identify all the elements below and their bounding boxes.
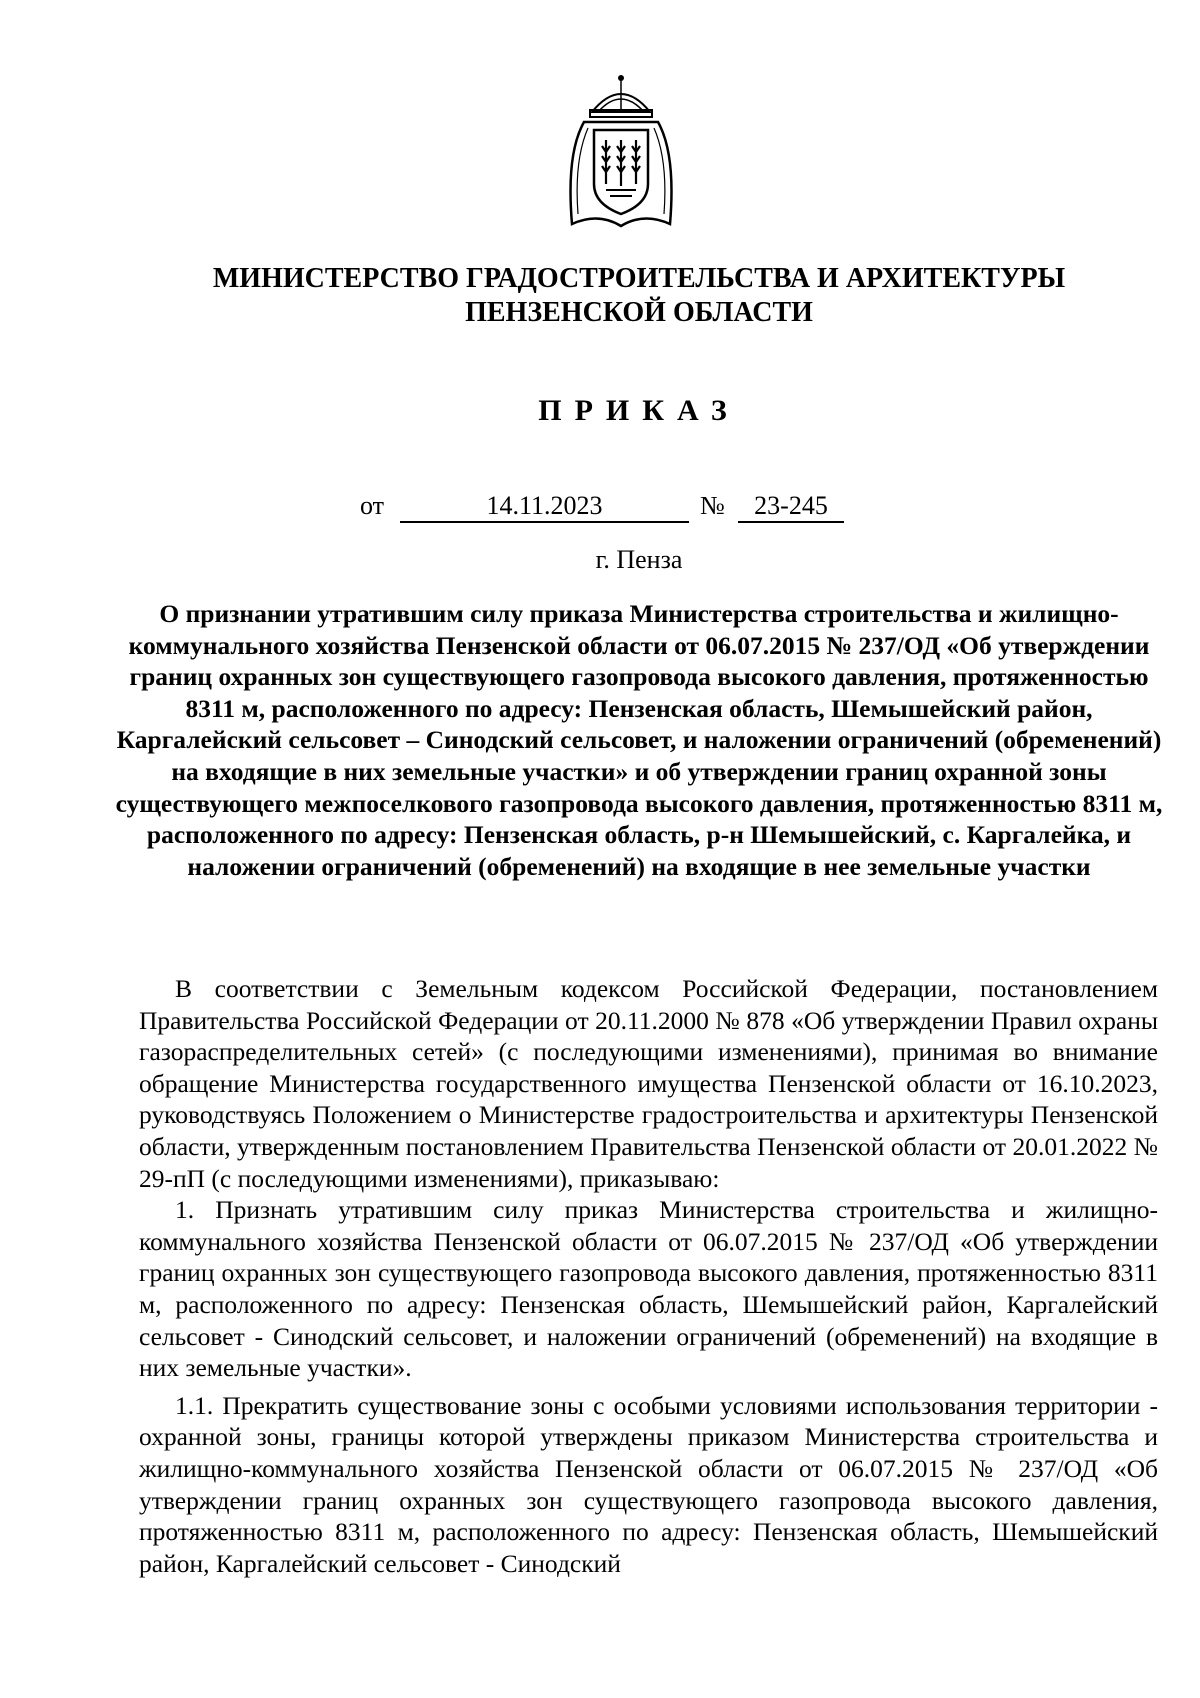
item-1-1-paragraph: 1.1. Прекратить существование зоны с особыми условиями использования территории - охранной зоны, границы которой утверждены приказом Министерства строительства и жилищно-коммунального хозяйства Пензенской области от 06.07.2015 № 237/ОД «Об утверждении границ охранных зон существующего газопровода высокого давления, протяженностью 8311 м, расположенного по адресу: Пензенская область, Шемышейский район, Каргалейский сельсовет - Синодский — [139, 1390, 1158, 1578]
ministry-name-line2: ПЕНЗЕНСКОЙ ОБЛАСТИ — [465, 297, 813, 328]
item-1-paragraph: 1. Признать утратившим силу приказ Министерства строительства и жилищно-коммунального хозяйства Пензенской области от 06.07.2015 № 237/ОД «Об утверждении границ охранных зон существующего газопровода высокого давления, протяженностью 8311 м, расположенного по адресу: Пензенская область, Шемышейский район, Каргалейский сельсовет - Синодский сельсовет, и наложении ограничений (обременений) на входящие в них земельные участки». — [139, 1195, 1158, 1383]
order-body — [139, 973, 1158, 1579]
coat-of-arms-emblem — [562, 74, 680, 230]
document-type-title: ПРИКАЗ — [538, 394, 740, 427]
order-date: 14.11.2023 — [400, 491, 689, 523]
number-sign: № — [700, 491, 725, 520]
ministry-name-line1: МИНИСТЕРСТВО ГРАДОСТРОИТЕЛЬСТВА И АРХИТЕКТУРЫ — [212, 263, 1066, 294]
preamble-paragraph: В соответствии с Земельным кодексом Российской Федерации, постановлением Правительства Российской Федерации от 20.11.2000 № 878 «Об утверждении Правил охраны газораспределительных сетей» (с последующими изменениями), принимая во внимание обращение Министерства государственного имущества Пензенской области от 16.10.2023, руководствуясь Положением о Министерстве градостроительства и архитектуры Пензенской области, утвержденным постановлением Правительства Пензенской области от 20.01.2022 № 29-пП (с последующими изменениями), приказываю: — [139, 974, 1158, 1193]
ministry-name — [120, 262, 1158, 330]
order-city: г. Пенза — [595, 545, 683, 574]
order-subject-heading: О признании утратившим силу приказа Министерства строительства и жилищно-коммунального хозяйства Пензенской области от 06.07.2015 № 237/ОД «Об утверждении границ охранных зон существующего газопровода высокого давления, протяженностью 8311 м, расположенного по адресу: Пензенская область, Шемышейский район, Каргалейский сельсовет – Синодский сельсовет, и наложении ограничений (обременений) на входящие в них земельные участки» и об утверждении границ охранной зоны существующего межпоселкового газопровода высокого давления, протяженностью 8311 м, расположенного по адресу: Пензенская область, р-н Шемышейский, с. Каргалейка, и наложении ограничений (обременений) на входящие в нее земельные участки — [115, 599, 1163, 881]
date-prefix: от — [360, 491, 385, 520]
order-number: 23-245 — [738, 491, 844, 523]
